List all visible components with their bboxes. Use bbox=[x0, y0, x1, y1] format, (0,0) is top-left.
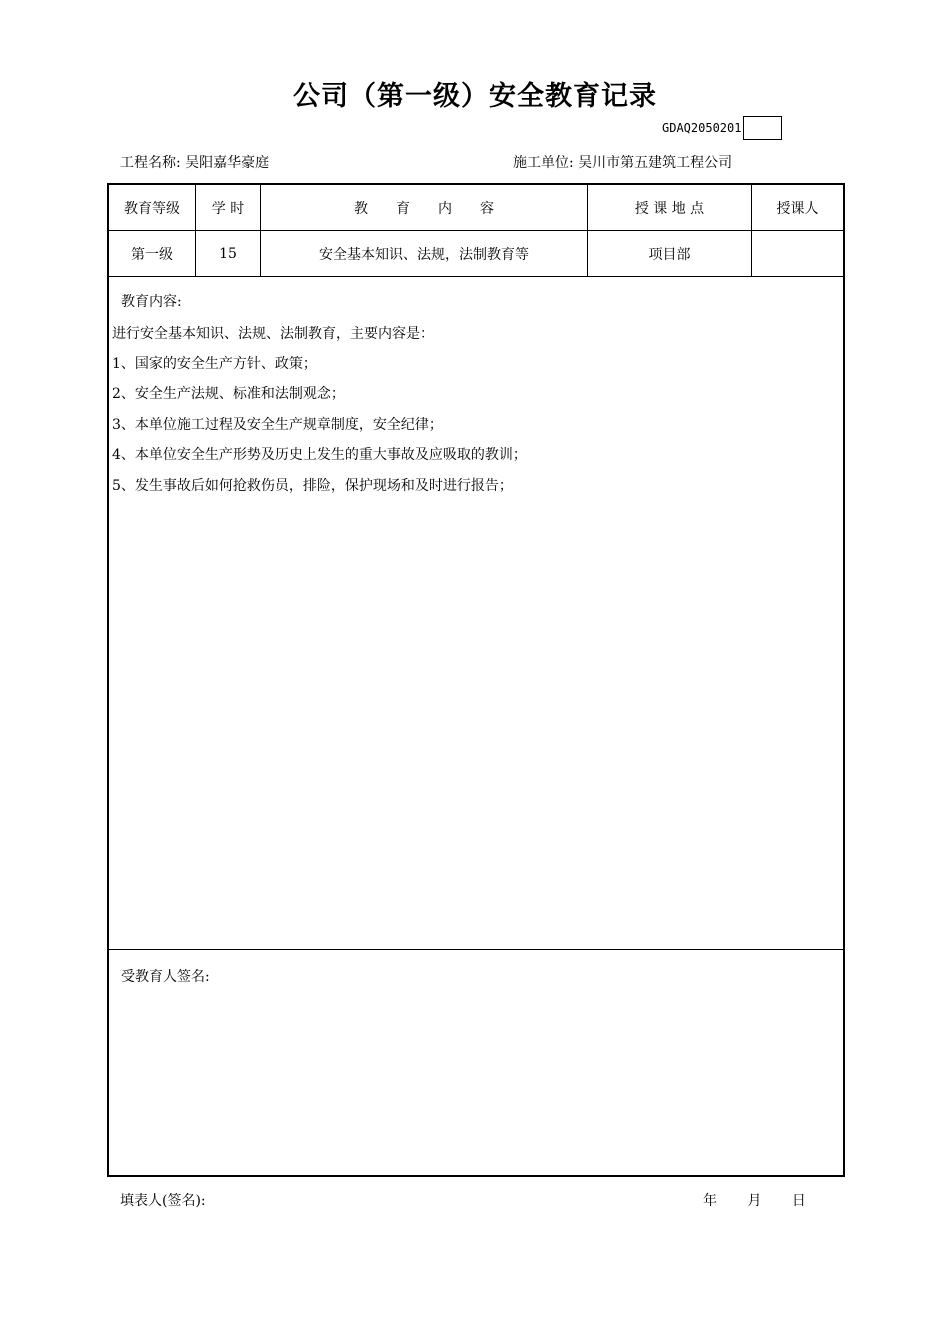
project-name: 工程名称: 吴阳嘉华豪庭 bbox=[120, 155, 270, 171]
document-title: 公司（第一级）安全教育记录 bbox=[293, 81, 657, 112]
date-month-label: 月 bbox=[747, 1193, 762, 1209]
trainee-signature-label: 受教育人签名: bbox=[121, 969, 210, 985]
header-location: 授 课 地 点 bbox=[588, 185, 752, 230]
filler-signature-label: 填表人(签名): bbox=[120, 1193, 206, 1209]
content-line: 5、发生事故后如何抢救伤员，排险，保护现场和及时进行报告； bbox=[112, 478, 513, 494]
date-fields bbox=[703, 1190, 832, 1210]
content-line: 进行安全基本知识、法规、法制教育，主要内容是： bbox=[112, 326, 434, 342]
content-line: 2、安全生产法规、标准和法制观念； bbox=[112, 386, 345, 402]
header-education-content: 教 育 内 容 bbox=[261, 185, 588, 230]
cell-education-content: 安全基本知识、法规，法制教育等 bbox=[261, 231, 588, 276]
header-education-level: 教育等级 bbox=[109, 185, 196, 230]
table-row bbox=[109, 231, 843, 277]
cell-education-level: 第一级 bbox=[109, 231, 196, 276]
record-table bbox=[107, 183, 845, 1177]
table-header-row bbox=[109, 185, 843, 231]
document-code bbox=[662, 116, 782, 140]
cell-hours: 15 bbox=[196, 231, 261, 276]
document-code-box[interactable] bbox=[743, 116, 782, 140]
construction-unit: 施工单位: 吴川市第五建筑工程公司 bbox=[513, 155, 733, 171]
cell-instructor[interactable] bbox=[752, 231, 843, 276]
content-line: 1、国家的安全生产方针、政策； bbox=[112, 356, 317, 372]
header-hours: 学 时 bbox=[196, 185, 261, 230]
content-line: 3、本单位施工过程及安全生产规章制度，安全纪律； bbox=[112, 417, 443, 433]
header-instructor: 授课人 bbox=[776, 200, 819, 217]
content-line: 4、本单位安全生产形势及历史上发生的重大事故及应吸取的教训； bbox=[112, 447, 527, 463]
date-year-label: 年 bbox=[703, 1193, 717, 1209]
education-content-label: 教育内容: bbox=[121, 294, 182, 310]
cell-location: 项目部 bbox=[588, 231, 752, 276]
document-code-text: GDAQ2050201 bbox=[662, 121, 742, 135]
date-day-label: 日 bbox=[791, 1193, 806, 1209]
education-content-section bbox=[109, 277, 843, 950]
trainee-signature-section[interactable] bbox=[109, 950, 843, 1175]
